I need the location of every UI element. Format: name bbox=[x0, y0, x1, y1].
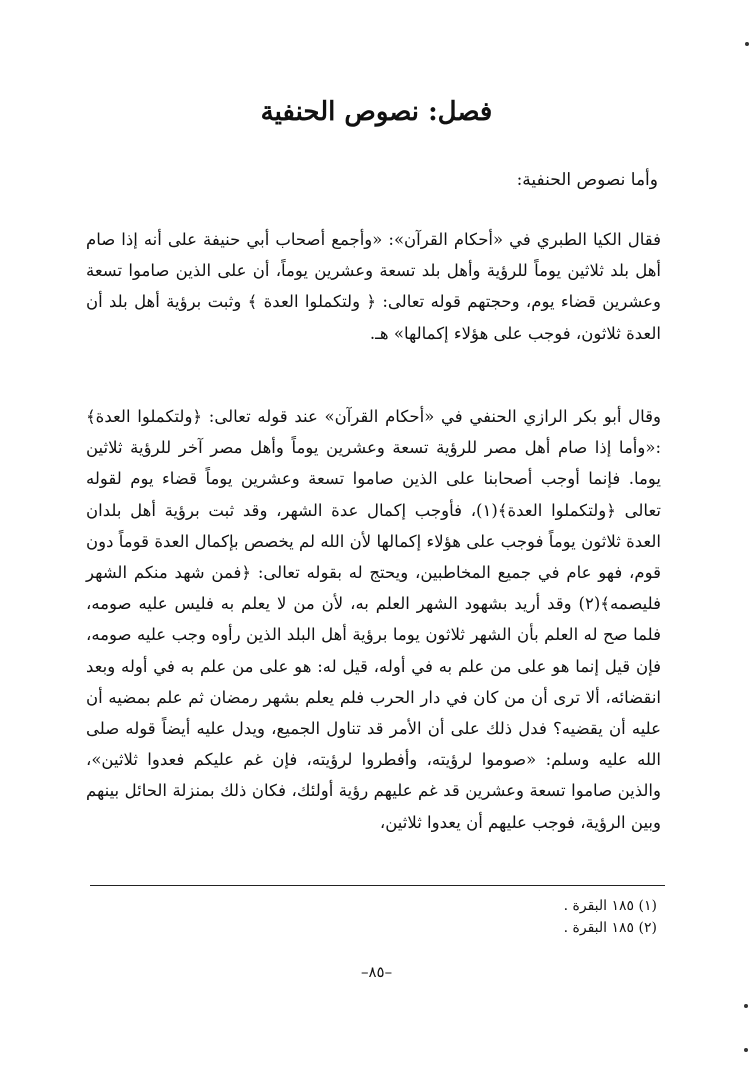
scan-speck bbox=[744, 1004, 748, 1008]
section-heading: فصل: نصوص الحنفية bbox=[260, 97, 493, 127]
page-number: –٨٥– bbox=[360, 963, 393, 981]
paragraph-razi: وقال أبو بكر الرازي الحنفي في «أحكام القرآن» عند قوله تعالى: ﴿ولتكملوا العدة﴾ :«وأما إذا صام أهل مصر للرؤية تسعة وعشرين يوماً وأهل مصر آخر للرؤية ثلاثين يوما. فإنما أوجب أصحابنا على الذين صاموا تسعة وعشرين يوماً قضاء يوم لقوله تعالى ﴿ولتكملوا العدة﴾(١)، فأوجب إكمال عدة الشهر، وقد ثبت برؤية أهل بلدان العدة ثلاثون يوماً فوجب على هؤلاء إكمالها لأن الله لم يخصص بإكمال العدة قوماً دون قوم، فهو عام في جميع المخاطبين، ويحتج له بقوله تعالى: ﴿فمن شهد منكم الشهر فليصمه﴾(٢) وقد أريد بشهود الشهر العلم به، لأن من لا يعلم به فليس عليه صومه، فلما صح له العلم بأن الشهر ثلاثون يوما برؤية أهل البلد الذين رأوه وجب عليه صومه، فإن قيل إنما هو على من علم به في أوله، قيل له: هو على من علم به في أوله وبعد انقضائه، ألا ترى أن من كان في دار الحرب فلم يعلم بشهر رمضان ثم علم بمضيه أن عليه أن يقضيه؟ فدل ذلك على أن الأمر قد تناول الجميع، ويدل عليه أيضاً قوله صلى الله عليه وسلم: «صوموا لرؤيته، وأفطروا لرؤيته، فإن غم عليكم فعدوا ثلاثين»، والذين صاموا تسعة وعشرين قد غم عليهم رؤية أولئك، فكان ذلك بمنزلة الحائل بينهم وبين الرؤية، فوجب عليهم أن يعدوا ثلاثين، bbox=[86, 407, 661, 832]
footnote-1: (١) ١٨٥ البقرة . bbox=[563, 898, 657, 914]
paragraph-tabari: فقال الكيا الطبري في «أحكام القرآن»: «وأجمع أصحاب أبي حنيفة على أنه إذا صام أهل بلد ثلاثين يوماً للرؤية وأهل بلد تسعة وعشرين يوماً، أن على الذين صاموا تسعة وعشرين قضاء يوم، وحجتهم قوله تعالى: ﴿ ولتكملوا العدة ﴾ وثبت برؤية أهل بلد أن العدة ثلاثون، فوجب على هؤلاء إكمالها» هـ. bbox=[86, 230, 661, 343]
intro-line: وأما نصوص الحنفية: bbox=[516, 170, 658, 190]
footnotes bbox=[564, 895, 657, 939]
footnote-2: (٢) ١٨٥ البقرة . bbox=[563, 920, 657, 936]
scan-speck bbox=[744, 1048, 748, 1052]
scan-speck bbox=[745, 42, 749, 46]
footnote-divider bbox=[90, 885, 665, 886]
